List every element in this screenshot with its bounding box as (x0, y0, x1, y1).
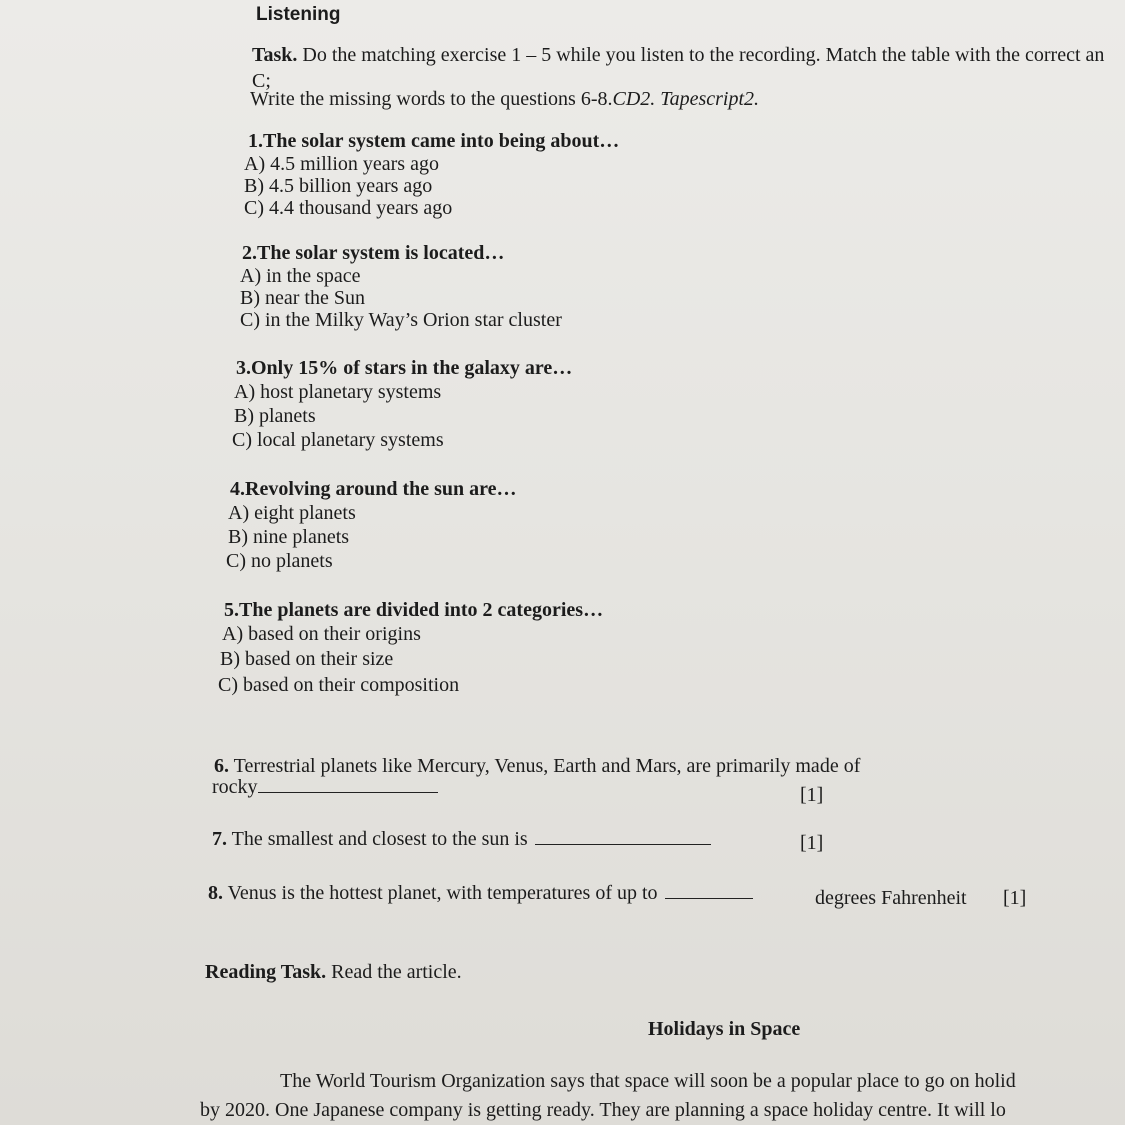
question-8-text (208, 882, 753, 904)
question-6-prompt: Terrestrial planets like Mercury, Venus, Earth and Mars, are primarily made of (233, 755, 861, 777)
question-8-after: degrees Fahrenheit (815, 887, 967, 909)
question-2-title: 2.The solar system is located… (242, 242, 505, 264)
question-5-option-c: C) based on their composition (218, 674, 460, 696)
task-instructions-line-3 (250, 88, 759, 110)
reading-task-label: Reading Task. (205, 961, 327, 983)
question-1-title: 1.The solar system came into being about… (248, 130, 620, 152)
task-instructions-line-2: C; (252, 70, 271, 92)
task-text: Do the matching exercise 1 – 5 while you listen to the recording. Match the table with the correct an (302, 44, 1105, 66)
article-paragraph-line-2: by 2020. One Japanese company is getting ready. They are planning a space holiday centre. It will lo (200, 1099, 1006, 1121)
question-2-option-a: A) in the space (240, 265, 361, 287)
question-6-continuation (212, 776, 438, 798)
question-8-answer-blank[interactable] (665, 882, 753, 899)
question-2-option-b: B) near the Sun (240, 287, 365, 309)
question-6-mark: [1] (800, 784, 824, 806)
question-7-prompt: The smallest and closest to the sun is (231, 828, 528, 850)
tapescript-ref: CD2. Tapescript2. (612, 88, 760, 110)
question-5-title: 5.The planets are divided into 2 categories… (224, 599, 604, 621)
reading-task-line (205, 961, 462, 983)
question-7-answer-blank[interactable] (535, 828, 711, 845)
task-line3-text: Write the missing words to the questions 6-8. (250, 88, 613, 110)
question-1-option-b: B) 4.5 billion years ago (244, 175, 433, 197)
section-title: Listening (256, 4, 341, 25)
article-title: Holidays in Space (648, 1018, 801, 1040)
question-4-option-a: A) eight planets (228, 502, 356, 524)
question-1-option-a: A) 4.5 million years ago (244, 153, 439, 175)
task-instructions-line-1 (252, 44, 1104, 66)
question-3-option-a: A) host planetary systems (234, 381, 442, 403)
question-8-number: 8. (208, 882, 223, 904)
question-7-text (212, 828, 711, 850)
question-3-title: 3.Only 15% of stars in the galaxy are… (236, 357, 573, 379)
article-paragraph-line-1: The World Tourism Organization says that space will soon be a popular place to go on holid (280, 1070, 1016, 1092)
question-7-mark: [1] (800, 832, 824, 854)
question-6-answer-blank[interactable] (258, 776, 438, 793)
question-5-option-b: B) based on their size (220, 648, 394, 670)
question-3-option-c: C) local planetary systems (232, 429, 444, 451)
reading-task-text: Read the article. (331, 961, 462, 983)
question-8-mark: [1] (1003, 887, 1027, 909)
question-6-word: rocky (212, 776, 258, 798)
question-8-prompt: Venus is the hottest planet, with temperatures of up to (227, 882, 658, 904)
question-4-title: 4.Revolving around the sun are… (230, 478, 517, 500)
question-5-option-a: A) based on their origins (222, 623, 421, 645)
question-1-option-c: C) 4.4 thousand years ago (244, 197, 453, 219)
question-2-option-c: C) in the Milky Way’s Orion star cluster (240, 309, 562, 331)
question-6-text (214, 755, 860, 777)
question-6-number: 6. (214, 755, 229, 777)
question-3-option-b: B) planets (234, 405, 316, 427)
question-4-option-b: B) nine planets (228, 526, 350, 548)
question-7-number: 7. (212, 828, 227, 850)
question-4-option-c: C) no planets (226, 550, 333, 572)
task-label: Task. (252, 44, 298, 66)
